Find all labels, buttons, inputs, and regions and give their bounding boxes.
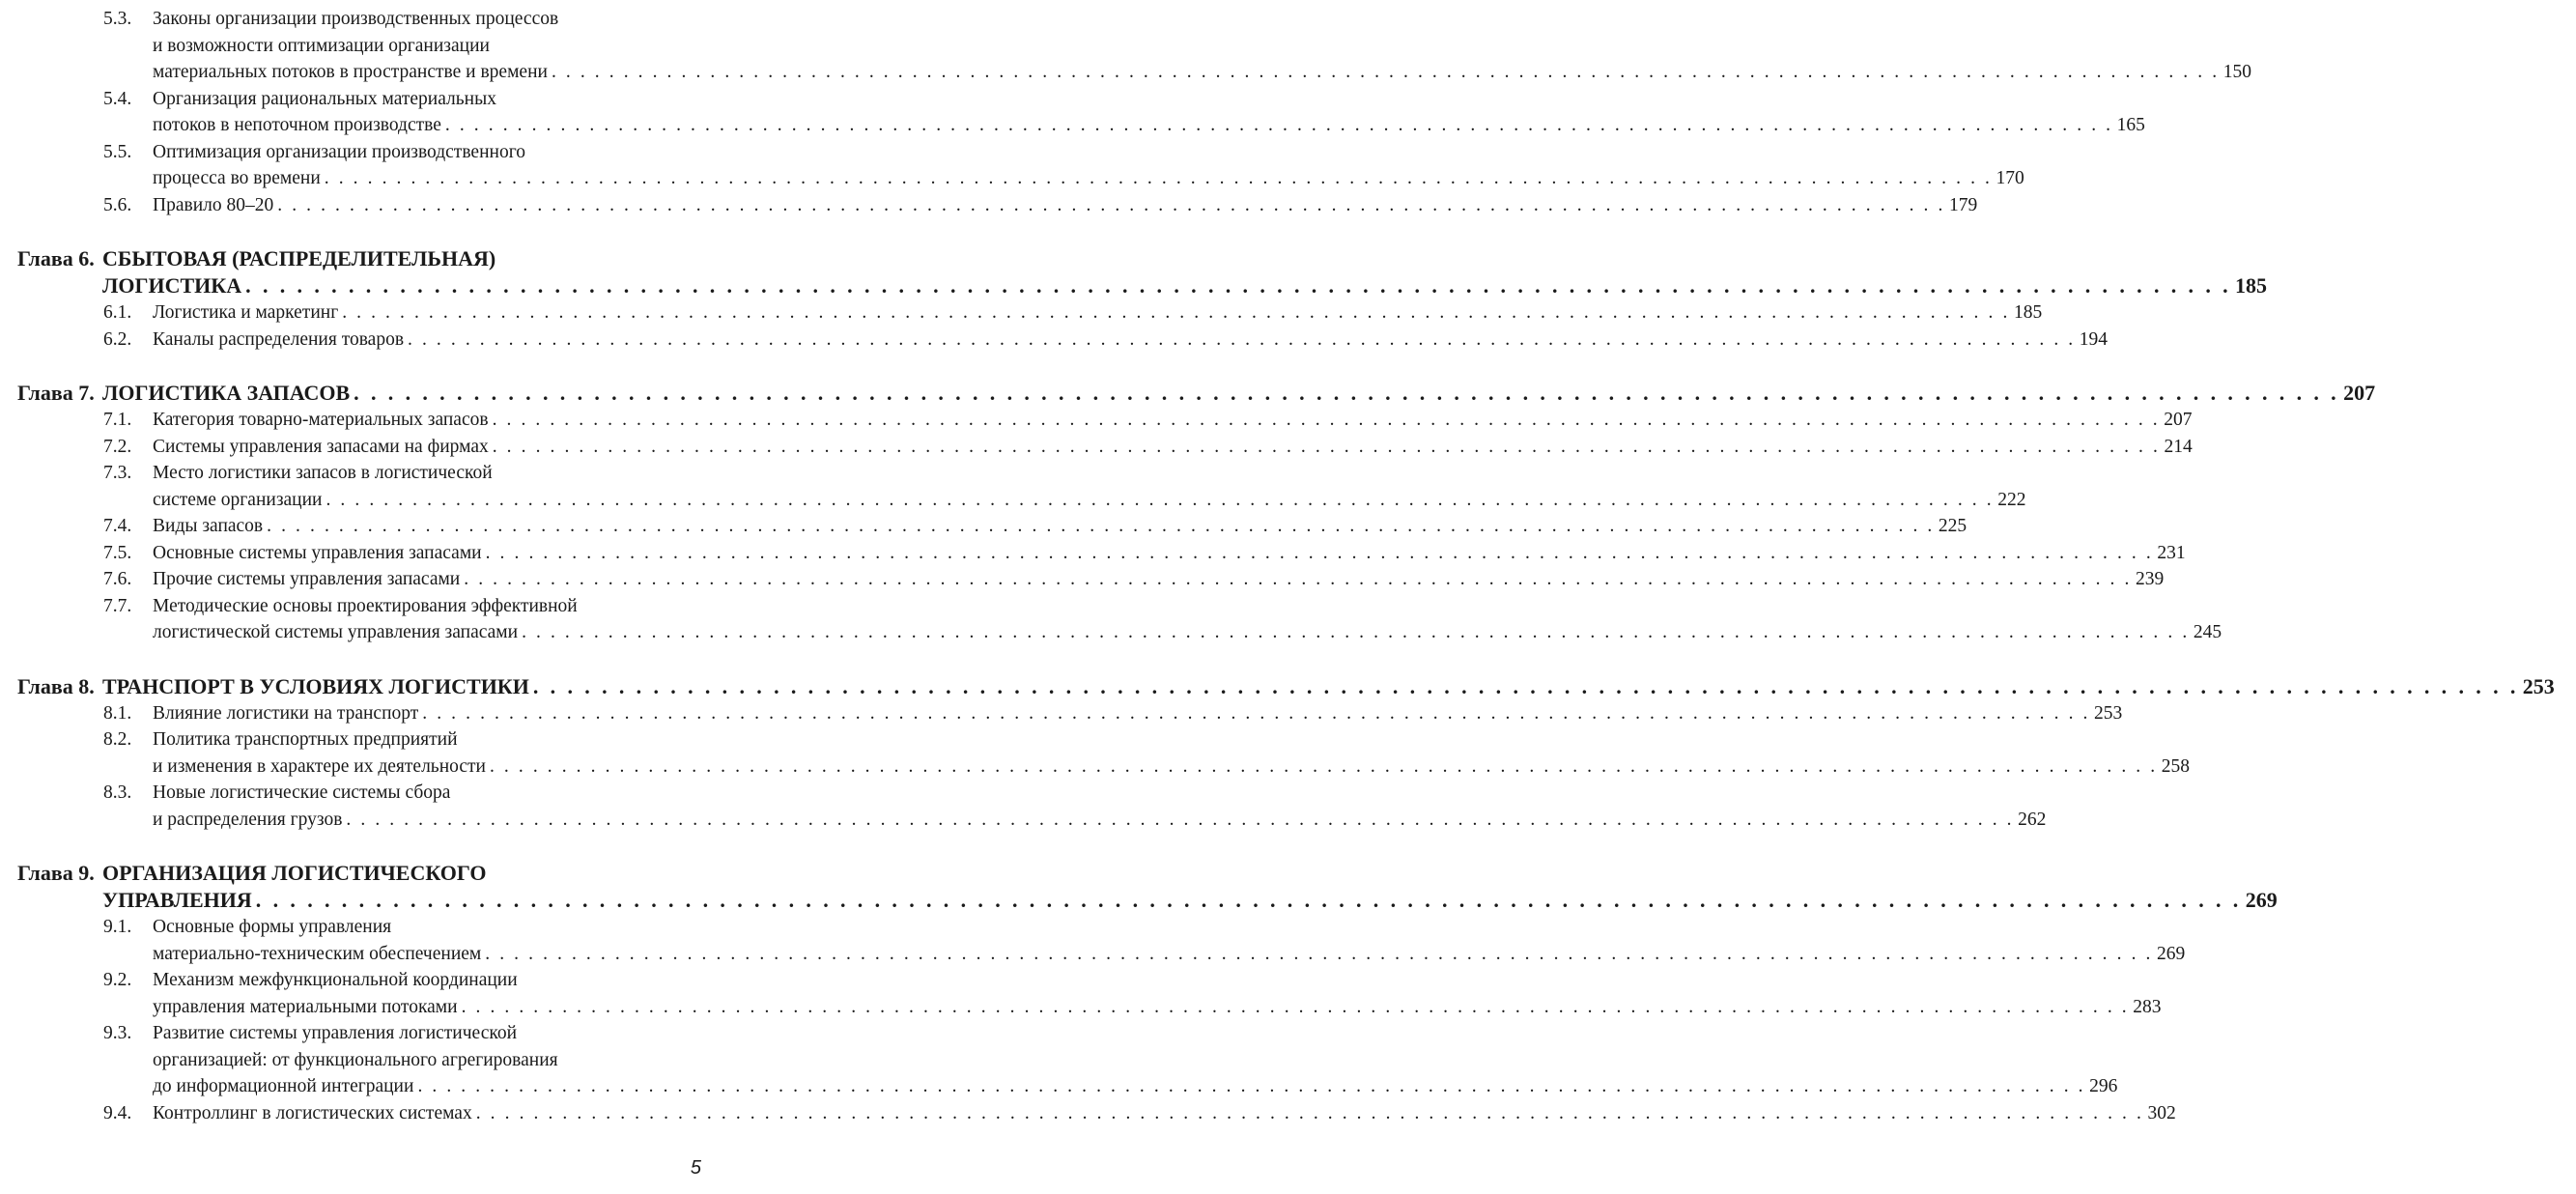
section-number: 5.5.: [103, 141, 132, 162]
section-title-line: и изменения в характере их деятельности: [153, 755, 486, 777]
section-title-line: Контроллинг в логистических системах: [153, 1102, 472, 1123]
section-title-line: Развитие системы управления логистической: [153, 1023, 518, 1043]
chapter-title-line: ОРГАНИЗАЦИЯ ЛОГИСТИЧЕСКОГО: [102, 861, 487, 885]
toc-section-entry: [0, 967, 2162, 1020]
dot-leader: [462, 994, 2130, 1021]
section-title-line: Влияние логистики на транспорт: [153, 702, 419, 724]
section-page-number: 296: [2089, 1076, 2118, 1096]
toc-section-entry: [0, 700, 2123, 727]
section-number: 9.2.: [103, 970, 132, 990]
dot-leader: [417, 1073, 2085, 1100]
chapter-title-line: СБЫТОВАЯ (РАСПРЕДЕЛИТЕЛЬНАЯ): [102, 246, 496, 270]
section-number: 5.4.: [103, 88, 132, 109]
toc-section-entry: [0, 780, 2047, 833]
section-title-line: Основные системы управления запасами: [153, 542, 482, 563]
section-number: 9.4.: [103, 1102, 132, 1123]
chapter-title: [102, 673, 2576, 700]
section-page-number: 222: [1997, 489, 2026, 510]
section-title-line: материально-техническим обеспечением: [153, 943, 482, 964]
chapter-title-line: ТРАНСПОРТ В УСЛОВИЯХ ЛОГИСТИКИ: [102, 673, 529, 698]
section-title-line: Место логистики запасов в логистической: [153, 463, 493, 483]
chapter-page-number: 269: [2245, 888, 2278, 912]
section-page-number: 194: [2079, 328, 2109, 350]
section-page-number: 253: [2094, 702, 2123, 724]
toc-section-entry: [0, 299, 2043, 327]
section-page-number: 245: [2193, 622, 2222, 642]
section-title-line: Виды запасов: [153, 516, 264, 536]
dot-leader: [493, 407, 2161, 434]
section-number: 7.3.: [103, 463, 132, 483]
dot-leader: [256, 887, 2242, 914]
section-number: 7.2.: [103, 436, 132, 457]
dot-leader: [277, 192, 1945, 219]
dot-leader: [522, 619, 2190, 646]
section-title-line: процесса во времени: [153, 168, 321, 188]
section-title-line: Новые логистические системы сбора: [153, 782, 451, 803]
section-number: 8.2.: [103, 729, 132, 750]
section-number: 6.1.: [103, 302, 132, 323]
chapter-title-line: УПРАВЛЕНИЯ: [102, 888, 252, 912]
section-page-number: 225: [1938, 516, 1967, 536]
chapter-label: Глава 7.: [17, 381, 95, 405]
section-title-line: логистической системы управления запасами: [153, 622, 519, 642]
section-number: 8.1.: [103, 702, 132, 724]
section-number: 7.5.: [103, 542, 132, 563]
section-title-line: и распределения грузов: [153, 809, 343, 830]
section-title-line: Законы организации производственных процессов: [153, 9, 559, 29]
section-title-line: и возможности оптимизации организации: [153, 35, 490, 56]
section-title-line: Политика транспортных предприятий: [153, 729, 458, 750]
dot-leader: [326, 487, 1994, 514]
section-title-line: управления материальными потоками: [153, 996, 458, 1017]
toc-section-entry: [0, 566, 2165, 593]
section-title-line: Правило 80–20: [153, 194, 274, 215]
toc-section-entry: [0, 434, 2193, 461]
chapter-page-number: 253: [2522, 673, 2555, 698]
toc-section-entry: [0, 460, 2026, 513]
section-title-line: Каналы распределения товаров: [153, 328, 405, 350]
section-number: 7.1.: [103, 410, 132, 430]
dot-leader: [346, 807, 2014, 834]
toc-section-entry: [0, 407, 2193, 434]
chapter-block: [0, 673, 2555, 834]
section-page-number: 170: [1996, 168, 2024, 188]
chapter-title: [102, 245, 2288, 299]
chapter-page-number: 207: [2343, 381, 2376, 405]
chapter-block: [0, 0, 2251, 218]
section-number: 9.1.: [103, 917, 132, 937]
toc-section-entry: [0, 540, 2186, 567]
section-title-line: Основные формы управления: [153, 917, 392, 937]
dot-leader: [408, 327, 2076, 354]
chapter-title: [102, 860, 2299, 914]
section-page-number: 283: [2133, 996, 2162, 1017]
section-title-line: Прочие системы управления запасами: [153, 569, 461, 589]
section-number: 9.3.: [103, 1023, 132, 1043]
section-number: 5.3.: [103, 9, 132, 29]
section-title-line: организацией: от функционального агрегирования: [153, 1049, 558, 1070]
section-number: 7.7.: [103, 595, 132, 616]
section-title-line: материальных потоков в пространстве и времени: [153, 62, 548, 82]
chapter-label: Глава 6.: [17, 246, 95, 270]
section-page-number: 231: [2157, 542, 2186, 563]
chapter-block: [0, 380, 2376, 646]
dot-leader: [485, 941, 2153, 968]
dot-leader: [486, 540, 2154, 567]
chapter-heading: [0, 673, 2555, 700]
section-page-number: 214: [2164, 436, 2193, 457]
toc-section-entry: [0, 914, 2186, 967]
section-page-number: 165: [2116, 115, 2145, 135]
section-page-number: 258: [2161, 755, 2190, 777]
dot-leader: [493, 434, 2161, 461]
chapter-title-line: ЛОГИСТИКА: [102, 273, 242, 298]
dot-leader: [533, 673, 2519, 700]
dot-leader: [464, 566, 2132, 593]
toc-section-entry: [0, 86, 2145, 139]
section-number: 7.6.: [103, 569, 132, 589]
toc-section-entry: [0, 6, 2251, 86]
section-page-number: 185: [2013, 302, 2043, 323]
chapter-heading: [0, 380, 2376, 407]
chapter-label: Глава 8.: [17, 673, 95, 698]
toc-section-entry: [0, 1100, 2176, 1127]
toc-section-entry: [0, 593, 2222, 646]
chapter-block: [0, 245, 2268, 353]
dot-leader: [552, 59, 2220, 86]
section-page-number: 269: [2157, 943, 2186, 964]
dot-leader: [325, 165, 1993, 192]
section-title-line: потоков в непоточном производстве: [153, 115, 441, 135]
section-title-line: Оптимизация организации производственного: [153, 141, 525, 162]
section-page-number: 150: [2222, 62, 2251, 82]
section-title-line: системе организации: [153, 489, 323, 510]
dot-leader: [476, 1100, 2144, 1127]
toc-section-entry: [0, 192, 1978, 219]
toc-section-entry: [0, 726, 2190, 780]
section-page-number: 239: [2135, 569, 2165, 589]
chapter-heading: [0, 245, 2268, 299]
section-page-number: 207: [2164, 410, 2193, 430]
dot-leader: [422, 700, 2090, 727]
chapter-heading: [0, 860, 2278, 914]
toc-section-entry: [0, 513, 1967, 540]
dot-leader: [342, 299, 2010, 327]
dot-leader: [490, 753, 2158, 781]
section-page-number: 179: [1948, 194, 1978, 215]
section-page-number: 302: [2147, 1102, 2176, 1123]
chapter-label: Глава 9.: [17, 861, 95, 885]
section-title-line: Системы управления запасами на фирмах: [153, 436, 489, 457]
dot-leader: [354, 380, 2339, 407]
chapter-title-line: ЛОГИСТИКА ЗАПАСОВ: [102, 381, 351, 405]
page-number: 5: [690, 1157, 701, 1179]
dot-leader: [245, 272, 2231, 299]
section-title-line: Механизм межфункциональной координации: [153, 970, 518, 990]
section-page-number: 262: [2018, 809, 2047, 830]
section-number: 6.2.: [103, 328, 132, 350]
chapter-page-number: 185: [2235, 273, 2268, 298]
dot-leader: [445, 112, 2113, 139]
section-title-line: Категория товарно-материальных запасов: [153, 410, 489, 430]
dot-leader: [267, 513, 1935, 540]
chapter-title: [102, 380, 2396, 407]
section-title-line: Логистика и маркетинг: [153, 302, 339, 323]
section-title-line: Методические основы проектирования эффективной: [153, 595, 578, 616]
section-title-line: до информационной интеграции: [153, 1076, 414, 1096]
toc-section-entry: [0, 139, 2024, 192]
section-number: 7.4.: [103, 516, 132, 536]
toc-section-entry: [0, 327, 2109, 354]
toc-section-entry: [0, 1020, 2118, 1100]
section-number: 8.3.: [103, 782, 132, 803]
chapter-block: [0, 860, 2278, 1126]
section-title-line: Организация рациональных материальных: [153, 88, 496, 109]
section-number: 5.6.: [103, 194, 132, 215]
